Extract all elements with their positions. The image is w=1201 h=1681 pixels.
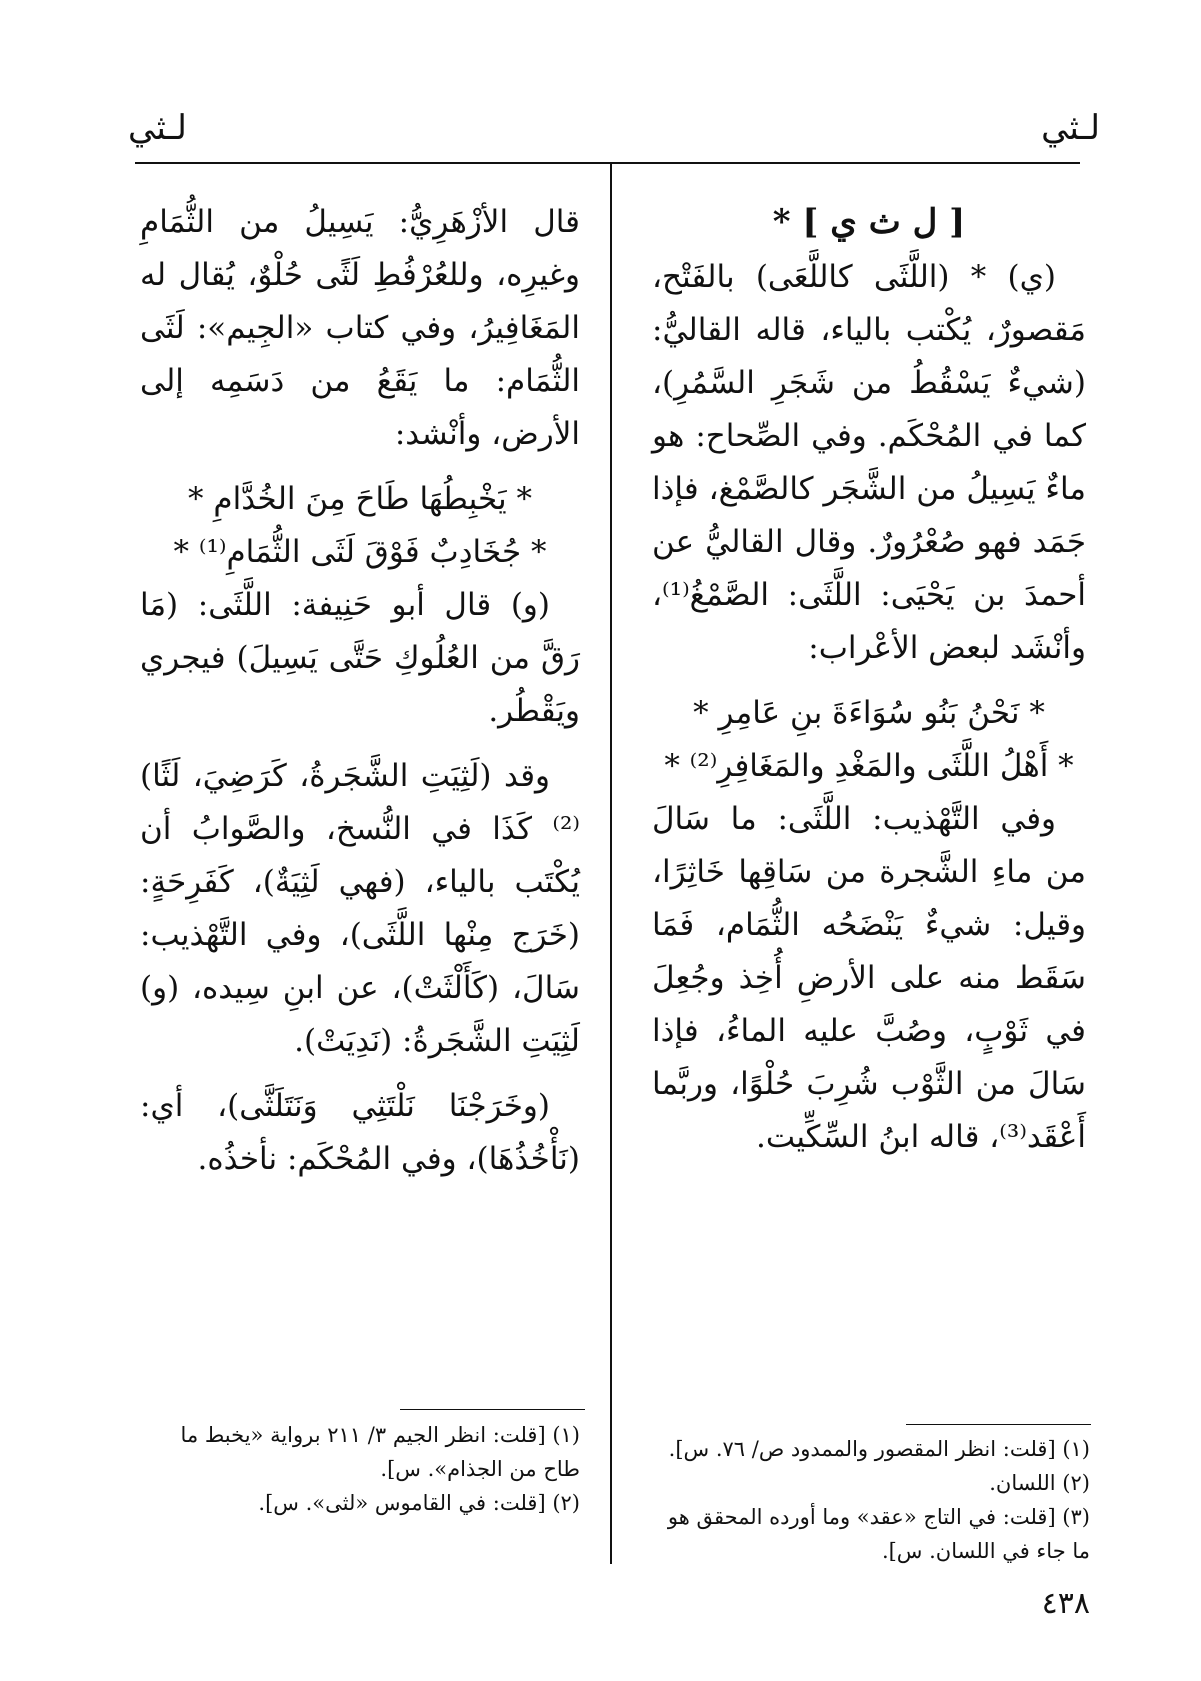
left-verse-1: * يَخْبِطُهَا طَاحَ مِنَ الخُدَّامِ * [188,481,532,517]
column-divider [610,164,612,1564]
left-paragraph-1: قال الأزْهَرِيُّ: يَسِيلُ من الثُّمَامِ وغيرِه، وللعُرْفُطِ لَثًى حُلْوٌ، يُقال له المَغَافِيرُ، وفي كتاب «الجِيم»: لَثَى الثُّمَام: ما يَقَعُ من دَسَمِه إلى الأرض، وأنْشد: [140,204,580,452]
left-verse-2: * جُخَادِبٌ فَوْقَ لَثَى الثُّمَامِ⁽¹⁾ * [173,534,547,570]
right-paragraph-1: (ي) * (اللَّثَى كاللَّعَى) بالفَتْح، مَقصورٌ، يُكْتب بالياء، قاله القاليُّ: (شيءٌ يَسْقُطُ من شَجَرِ السَّمُرِ)، كما في المُحْكَم. وفي الصِّحاح: هو ماءٌ يَسِيلُ من الشَّجَر كالصَّمْغ، فإذا جَمَد فهو صُعْرُورٌ. وقال القاليُّ عن أحمدَ بن يَحْيَى: اللَّثَى: الصَّمْغُ⁽¹⁾، وأنْشَد لبعض الأعْراب: [652,259,1086,666]
running-header-left: لـثي [128,108,187,148]
footnote-right-3: (٣) [قلت: في التاج «عقد» وما أورده المحقق هو ما جاء في اللسان. س]. [667,1505,1090,1563]
left-paragraph-2: (و) قال أبو حَنِيفة: اللَّثَى: (مَا رَقَّ من العُلُوكِ حَتَّى يَسِيلَ) فيجري ويَقْطُر. [140,587,580,729]
right-verse-2: * أَهْلُ اللَّثَى والمَغْدِ والمَغَافِرِ⁽²⁾ * [664,748,1074,784]
right-verse-1: * نَحْنُ بَنُو سُوَاءَةَ بنِ عَامِرِ * [693,695,1045,731]
entry-heading: [ ل ث ي ] * [772,202,966,242]
left-column [140,196,580,1186]
footnote-right-1: (١) [قلت: انظر المقصور والممدود ص/ ٧٦. س]. [668,1437,1090,1461]
footnotes-left [140,1418,580,1520]
left-paragraph-3: وقد (لَثِيَتِ الشَّجَرةُ، كَرَضِيَ، لَثًا)⁽²⁾ كَذَا في النُّسخ، والصَّوابُ أن يُكْتَب بالياء، (فهي لَثِيَةٌ)، كَفَرِحَةٍ: (خَرَج مِنْها اللَّثَى)، وفي التَّهْذيب: سَالَ، (كَأَلْثَتْ)، عن ابنِ سِيده، (و) لَثِيَتِ الشَّجَرةُ: (نَدِيَتْ). [140,758,580,1059]
running-header-right: لـثي [1041,108,1100,148]
right-paragraph-2: وفي التَّهْذيب: اللَّثَى: ما سَالَ من ماءِ الشَّجرة من سَاقِها خَاثِرًا، وقيل: شيءٌ يَنْضَحُه الثُّمَام، فَمَا سَقَط منه على الأرضِ أُخِذ وجُعِلَ في ثَوْبٍ، وصُبَّ عليه الماءُ، فإذا سَالَ من الثَّوْب شُرِبَ حُلْوًا، وربَّما أَعْقَد⁽³⁾، قاله ابنُ السِّكِّيت. [652,801,1086,1155]
footnote-left-2: (٢) [قلت: في القاموس «لثى». س]. [258,1491,580,1515]
page-number: ٤٣٨ [1041,1586,1090,1621]
footnote-rule-right [906,1424,1091,1425]
footnotes-right [650,1432,1090,1568]
footnote-right-2: (٢) اللسان. [989,1471,1090,1495]
left-paragraph-4: (وخَرَجْنَا نَلْتَثِي وَنَتَلَثَّى)، أي: (نَأْخُذُهَا)، وفي المُحْكَم: نأخذُه. [140,1088,580,1177]
header-rule [135,162,1080,164]
footnote-rule-left [400,1409,585,1410]
right-column [652,196,1086,1164]
footnote-left-1: (١) [قلت: انظر الجيم ٣/ ٢١١ برواية «يخبط ما طاح من الجذام». س]. [180,1423,580,1481]
